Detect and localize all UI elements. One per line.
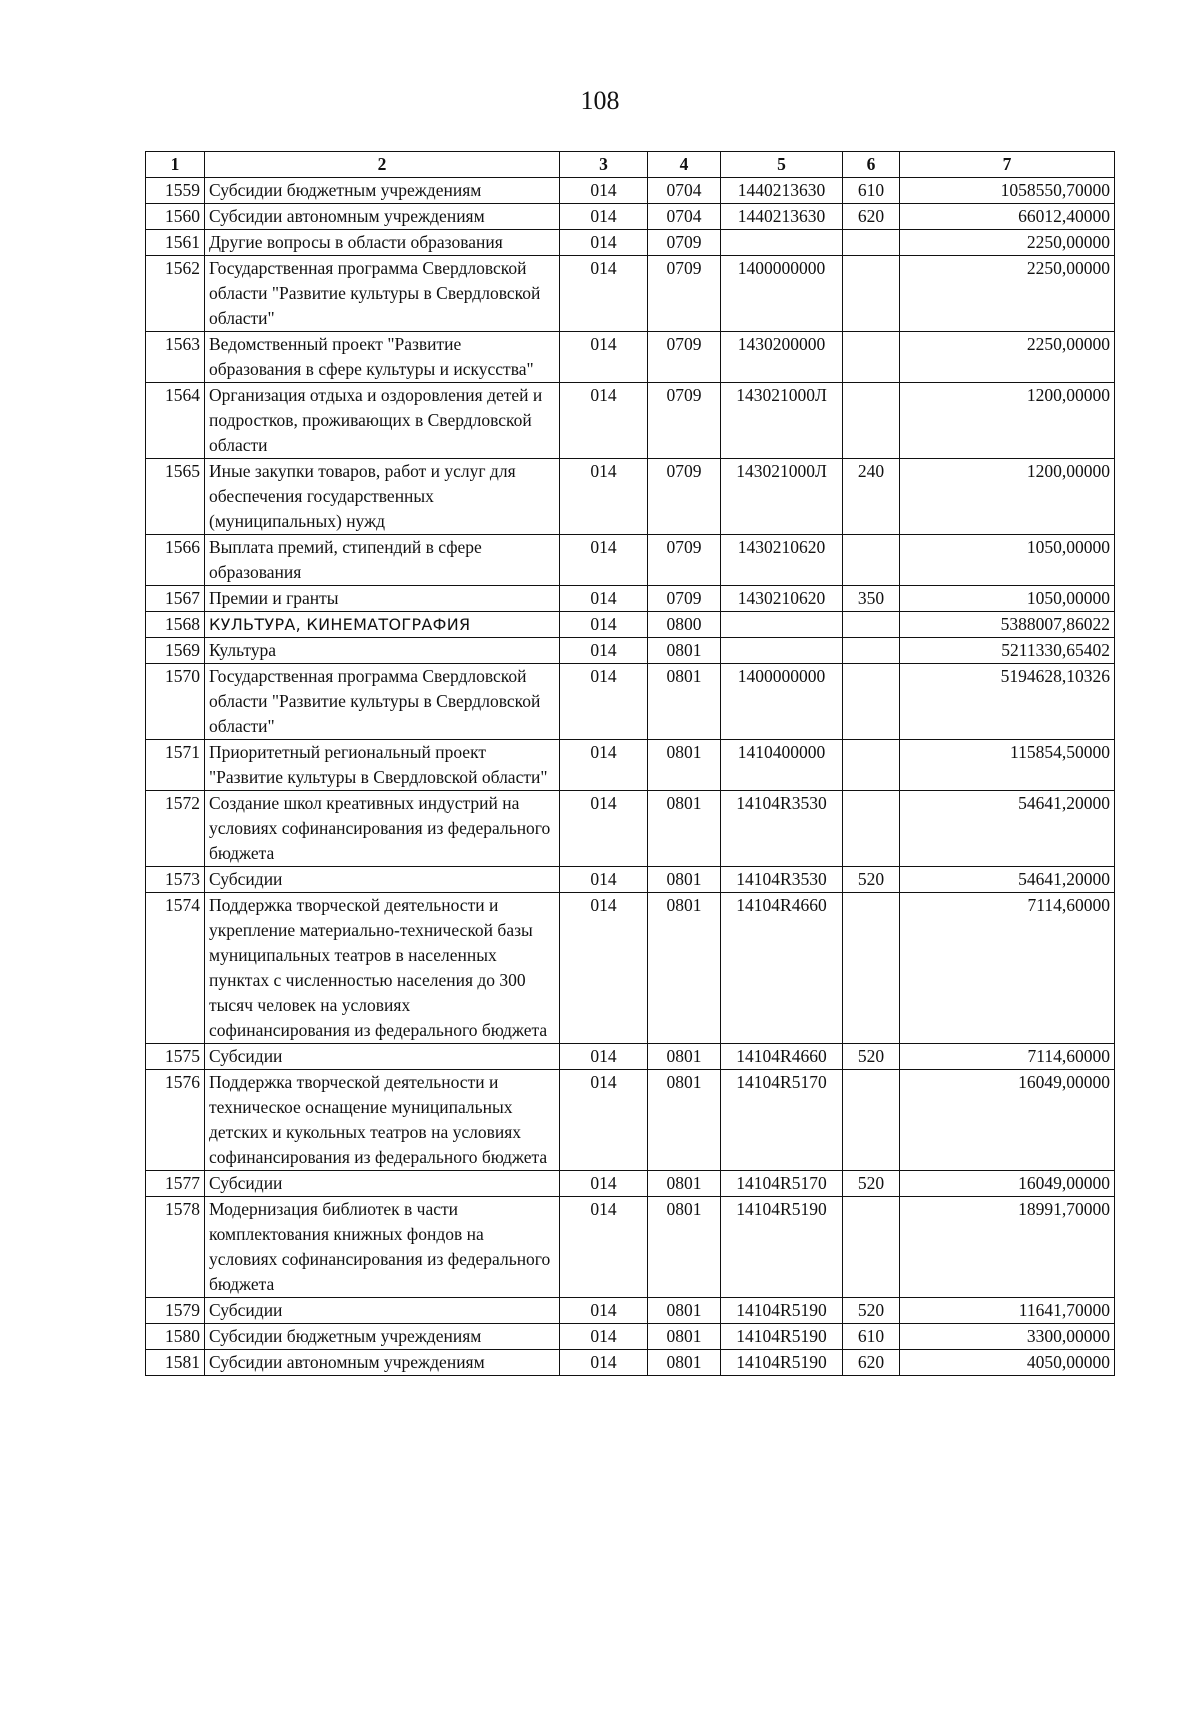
ministry-code: 014 xyxy=(560,638,648,664)
ministry-code: 014 xyxy=(560,204,648,230)
target-article-code: 14104R5190 xyxy=(721,1298,843,1324)
section-code: 0801 xyxy=(648,638,721,664)
ministry-code: 014 xyxy=(560,1171,648,1197)
amount: 4050,00000 xyxy=(900,1350,1115,1376)
section-code: 0801 xyxy=(648,867,721,893)
table-row xyxy=(146,893,1115,1044)
amount: 7114,60000 xyxy=(900,893,1115,1044)
section-code: 0801 xyxy=(648,664,721,740)
section-code: 0801 xyxy=(648,1171,721,1197)
target-article-code: 14104R3530 xyxy=(721,791,843,867)
row-number: 1564 xyxy=(146,383,205,459)
row-name: Культура xyxy=(205,638,560,664)
amount: 7114,60000 xyxy=(900,1044,1115,1070)
ministry-code: 014 xyxy=(560,535,648,586)
row-name: Субсидии бюджетным учреждениям xyxy=(205,178,560,204)
target-article-code: 1440213630 xyxy=(721,178,843,204)
target-article-code xyxy=(721,638,843,664)
expense-type-code xyxy=(843,638,900,664)
amount: 5211330,65402 xyxy=(900,638,1115,664)
ministry-code: 014 xyxy=(560,383,648,459)
row-name: Субсидии xyxy=(205,1044,560,1070)
target-article-code: 14104R5170 xyxy=(721,1070,843,1171)
row-name: Приоритетный региональный проект "Развитие культуры в Свердловской области" xyxy=(205,740,560,791)
amount: 2250,00000 xyxy=(900,256,1115,332)
row-name: Другие вопросы в области образования xyxy=(205,230,560,256)
expense-type-code xyxy=(843,1070,900,1171)
table-row xyxy=(146,612,1115,638)
expense-type-code xyxy=(843,664,900,740)
table-row xyxy=(146,664,1115,740)
target-article-code: 143021000Л xyxy=(721,459,843,535)
table-row xyxy=(146,1171,1115,1197)
row-number: 1572 xyxy=(146,791,205,867)
ministry-code: 014 xyxy=(560,1324,648,1350)
row-name: Субсидии автономным учреждениям xyxy=(205,204,560,230)
row-name: Организация отдыха и оздоровления детей и подростков, проживающих в Свердловской области xyxy=(205,383,560,459)
row-number: 1575 xyxy=(146,1044,205,1070)
table-row xyxy=(146,178,1115,204)
expense-type-code xyxy=(843,332,900,383)
amount: 5388007,86022 xyxy=(900,612,1115,638)
section-code: 0704 xyxy=(648,204,721,230)
row-name: Субсидии xyxy=(205,1171,560,1197)
amount: 3300,00000 xyxy=(900,1324,1115,1350)
section-code: 0800 xyxy=(648,612,721,638)
section-code: 0801 xyxy=(648,740,721,791)
section-code: 0801 xyxy=(648,1044,721,1070)
row-number: 1573 xyxy=(146,867,205,893)
ministry-code: 014 xyxy=(560,1044,648,1070)
ministry-code: 014 xyxy=(560,867,648,893)
table-row xyxy=(146,256,1115,332)
target-article-code: 14104R3530 xyxy=(721,867,843,893)
section-code: 0801 xyxy=(648,1298,721,1324)
table-row xyxy=(146,1298,1115,1324)
row-number: 1571 xyxy=(146,740,205,791)
column-header: 1 xyxy=(146,152,205,178)
table-header-row xyxy=(146,152,1115,178)
table-row xyxy=(146,867,1115,893)
row-name: Государственная программа Свердловской области "Развитие культуры в Свердловской области" xyxy=(205,256,560,332)
row-number: 1579 xyxy=(146,1298,205,1324)
expense-type-code xyxy=(843,612,900,638)
target-article-code: 1400000000 xyxy=(721,256,843,332)
target-article-code: 1410400000 xyxy=(721,740,843,791)
row-number: 1577 xyxy=(146,1171,205,1197)
target-article-code: 1430210620 xyxy=(721,586,843,612)
row-number: 1559 xyxy=(146,178,205,204)
expense-type-code xyxy=(843,893,900,1044)
ministry-code: 014 xyxy=(560,459,648,535)
row-number: 1563 xyxy=(146,332,205,383)
ministry-code: 014 xyxy=(560,332,648,383)
amount: 1058550,70000 xyxy=(900,178,1115,204)
section-code: 0801 xyxy=(648,791,721,867)
amount: 1050,00000 xyxy=(900,535,1115,586)
ministry-code: 014 xyxy=(560,230,648,256)
expense-type-code: 520 xyxy=(843,867,900,893)
ministry-code: 014 xyxy=(560,740,648,791)
target-article-code: 143021000Л xyxy=(721,383,843,459)
ministry-code: 014 xyxy=(560,178,648,204)
row-number: 1574 xyxy=(146,893,205,1044)
row-number: 1570 xyxy=(146,664,205,740)
table-row xyxy=(146,459,1115,535)
section-code: 0801 xyxy=(648,1197,721,1298)
amount: 16049,00000 xyxy=(900,1070,1115,1171)
expense-type-code xyxy=(843,535,900,586)
amount: 18991,70000 xyxy=(900,1197,1115,1298)
amount: 66012,40000 xyxy=(900,204,1115,230)
ministry-code: 014 xyxy=(560,586,648,612)
row-name: Субсидии xyxy=(205,1298,560,1324)
ministry-code: 014 xyxy=(560,791,648,867)
section-code: 0709 xyxy=(648,256,721,332)
row-name: Поддержка творческой деятельности и техническое оснащение муниципальных детских и кукольных театров на условиях софинансирования из федерального бюджета xyxy=(205,1070,560,1171)
table-row xyxy=(146,535,1115,586)
ministry-code: 014 xyxy=(560,1350,648,1376)
column-header: 4 xyxy=(648,152,721,178)
row-name: Создание школ креативных индустрий на условиях софинансирования из федерального бюджета xyxy=(205,791,560,867)
amount: 2250,00000 xyxy=(900,230,1115,256)
expense-type-code xyxy=(843,791,900,867)
expense-type-code: 520 xyxy=(843,1298,900,1324)
target-article-code: 1400000000 xyxy=(721,664,843,740)
table-row xyxy=(146,1324,1115,1350)
expense-type-code: 520 xyxy=(843,1044,900,1070)
target-article-code xyxy=(721,612,843,638)
target-article-code: 1430210620 xyxy=(721,535,843,586)
target-article-code: 1440213630 xyxy=(721,204,843,230)
expense-type-code xyxy=(843,230,900,256)
expense-type-code: 520 xyxy=(843,1171,900,1197)
row-number: 1560 xyxy=(146,204,205,230)
ministry-code: 014 xyxy=(560,1070,648,1171)
column-header: 6 xyxy=(843,152,900,178)
expense-type-code: 610 xyxy=(843,1324,900,1350)
amount: 5194628,10326 xyxy=(900,664,1115,740)
amount: 115854,50000 xyxy=(900,740,1115,791)
section-code: 0709 xyxy=(648,459,721,535)
amount: 11641,70000 xyxy=(900,1298,1115,1324)
expense-type-code: 240 xyxy=(843,459,900,535)
column-header: 7 xyxy=(900,152,1115,178)
table-row xyxy=(146,332,1115,383)
row-name: Премии и гранты xyxy=(205,586,560,612)
expense-type-code: 610 xyxy=(843,178,900,204)
table-row xyxy=(146,1044,1115,1070)
ministry-code: 014 xyxy=(560,893,648,1044)
row-number: 1568 xyxy=(146,612,205,638)
table-row xyxy=(146,1350,1115,1376)
row-name: Субсидии xyxy=(205,867,560,893)
amount: 54641,20000 xyxy=(900,791,1115,867)
row-name: Модернизация библиотек в части комплектования книжных фондов на условиях софинансирования из федерального бюджета xyxy=(205,1197,560,1298)
table-row xyxy=(146,638,1115,664)
expense-type-code xyxy=(843,256,900,332)
column-header: 3 xyxy=(560,152,648,178)
ministry-code: 014 xyxy=(560,612,648,638)
target-article-code xyxy=(721,230,843,256)
table-row xyxy=(146,230,1115,256)
table-row xyxy=(146,1070,1115,1171)
amount: 1050,00000 xyxy=(900,586,1115,612)
amount: 2250,00000 xyxy=(900,332,1115,383)
table-row xyxy=(146,1197,1115,1298)
section-code: 0709 xyxy=(648,535,721,586)
row-number: 1580 xyxy=(146,1324,205,1350)
expense-type-code xyxy=(843,740,900,791)
target-article-code: 14104R5190 xyxy=(721,1350,843,1376)
ministry-code: 014 xyxy=(560,1197,648,1298)
target-article-code: 14104R4660 xyxy=(721,1044,843,1070)
row-number: 1565 xyxy=(146,459,205,535)
row-number: 1569 xyxy=(146,638,205,664)
row-name: Поддержка творческой деятельности и укрепление материально-технической базы муниципальных театров в населенных пунктах с численностью населения до 300 тысяч человек на условиях софинансирования из федерального бюджета xyxy=(205,893,560,1044)
expense-type-code xyxy=(843,383,900,459)
amount: 1200,00000 xyxy=(900,383,1115,459)
column-header: 5 xyxy=(721,152,843,178)
row-name: КУЛЬТУРА, КИНЕМАТОГРАФИЯ xyxy=(205,612,560,638)
table-row xyxy=(146,383,1115,459)
row-number: 1567 xyxy=(146,586,205,612)
section-code: 0801 xyxy=(648,1070,721,1171)
row-name: Иные закупки товаров, работ и услуг для обеспечения государственных (муниципальных) нужд xyxy=(205,459,560,535)
expense-type-code xyxy=(843,1197,900,1298)
target-article-code: 14104R5190 xyxy=(721,1197,843,1298)
row-name: Субсидии автономным учреждениям xyxy=(205,1350,560,1376)
row-number: 1566 xyxy=(146,535,205,586)
row-number: 1581 xyxy=(146,1350,205,1376)
row-number: 1562 xyxy=(146,256,205,332)
column-header: 2 xyxy=(205,152,560,178)
table-row xyxy=(146,740,1115,791)
section-code: 0709 xyxy=(648,332,721,383)
amount: 16049,00000 xyxy=(900,1171,1115,1197)
target-article-code: 14104R5170 xyxy=(721,1171,843,1197)
expense-type-code: 620 xyxy=(843,204,900,230)
row-name: Ведомственный проект "Развитие образования в сфере культуры и искусства" xyxy=(205,332,560,383)
amount: 1200,00000 xyxy=(900,459,1115,535)
target-article-code: 1430200000 xyxy=(721,332,843,383)
section-code: 0709 xyxy=(648,383,721,459)
section-code: 0709 xyxy=(648,586,721,612)
ministry-code: 014 xyxy=(560,256,648,332)
section-code: 0801 xyxy=(648,1350,721,1376)
section-code: 0704 xyxy=(648,178,721,204)
page-number: 108 xyxy=(580,86,620,115)
expense-type-code: 350 xyxy=(843,586,900,612)
amount: 54641,20000 xyxy=(900,867,1115,893)
row-name: Субсидии бюджетным учреждениям xyxy=(205,1324,560,1350)
expense-type-code: 620 xyxy=(843,1350,900,1376)
ministry-code: 014 xyxy=(560,1298,648,1324)
section-code: 0709 xyxy=(648,230,721,256)
row-name: Государственная программа Свердловской области "Развитие культуры в Свердловской области" xyxy=(205,664,560,740)
section-code: 0801 xyxy=(648,893,721,1044)
table-row xyxy=(146,204,1115,230)
target-article-code: 14104R4660 xyxy=(721,893,843,1044)
section-code: 0801 xyxy=(648,1324,721,1350)
table-row xyxy=(146,586,1115,612)
budget-table xyxy=(145,151,1115,1376)
target-article-code: 14104R5190 xyxy=(721,1324,843,1350)
row-name: Выплата премий, стипендий в сфере образования xyxy=(205,535,560,586)
ministry-code: 014 xyxy=(560,664,648,740)
table-row xyxy=(146,791,1115,867)
row-number: 1576 xyxy=(146,1070,205,1171)
row-number: 1561 xyxy=(146,230,205,256)
row-number: 1578 xyxy=(146,1197,205,1298)
